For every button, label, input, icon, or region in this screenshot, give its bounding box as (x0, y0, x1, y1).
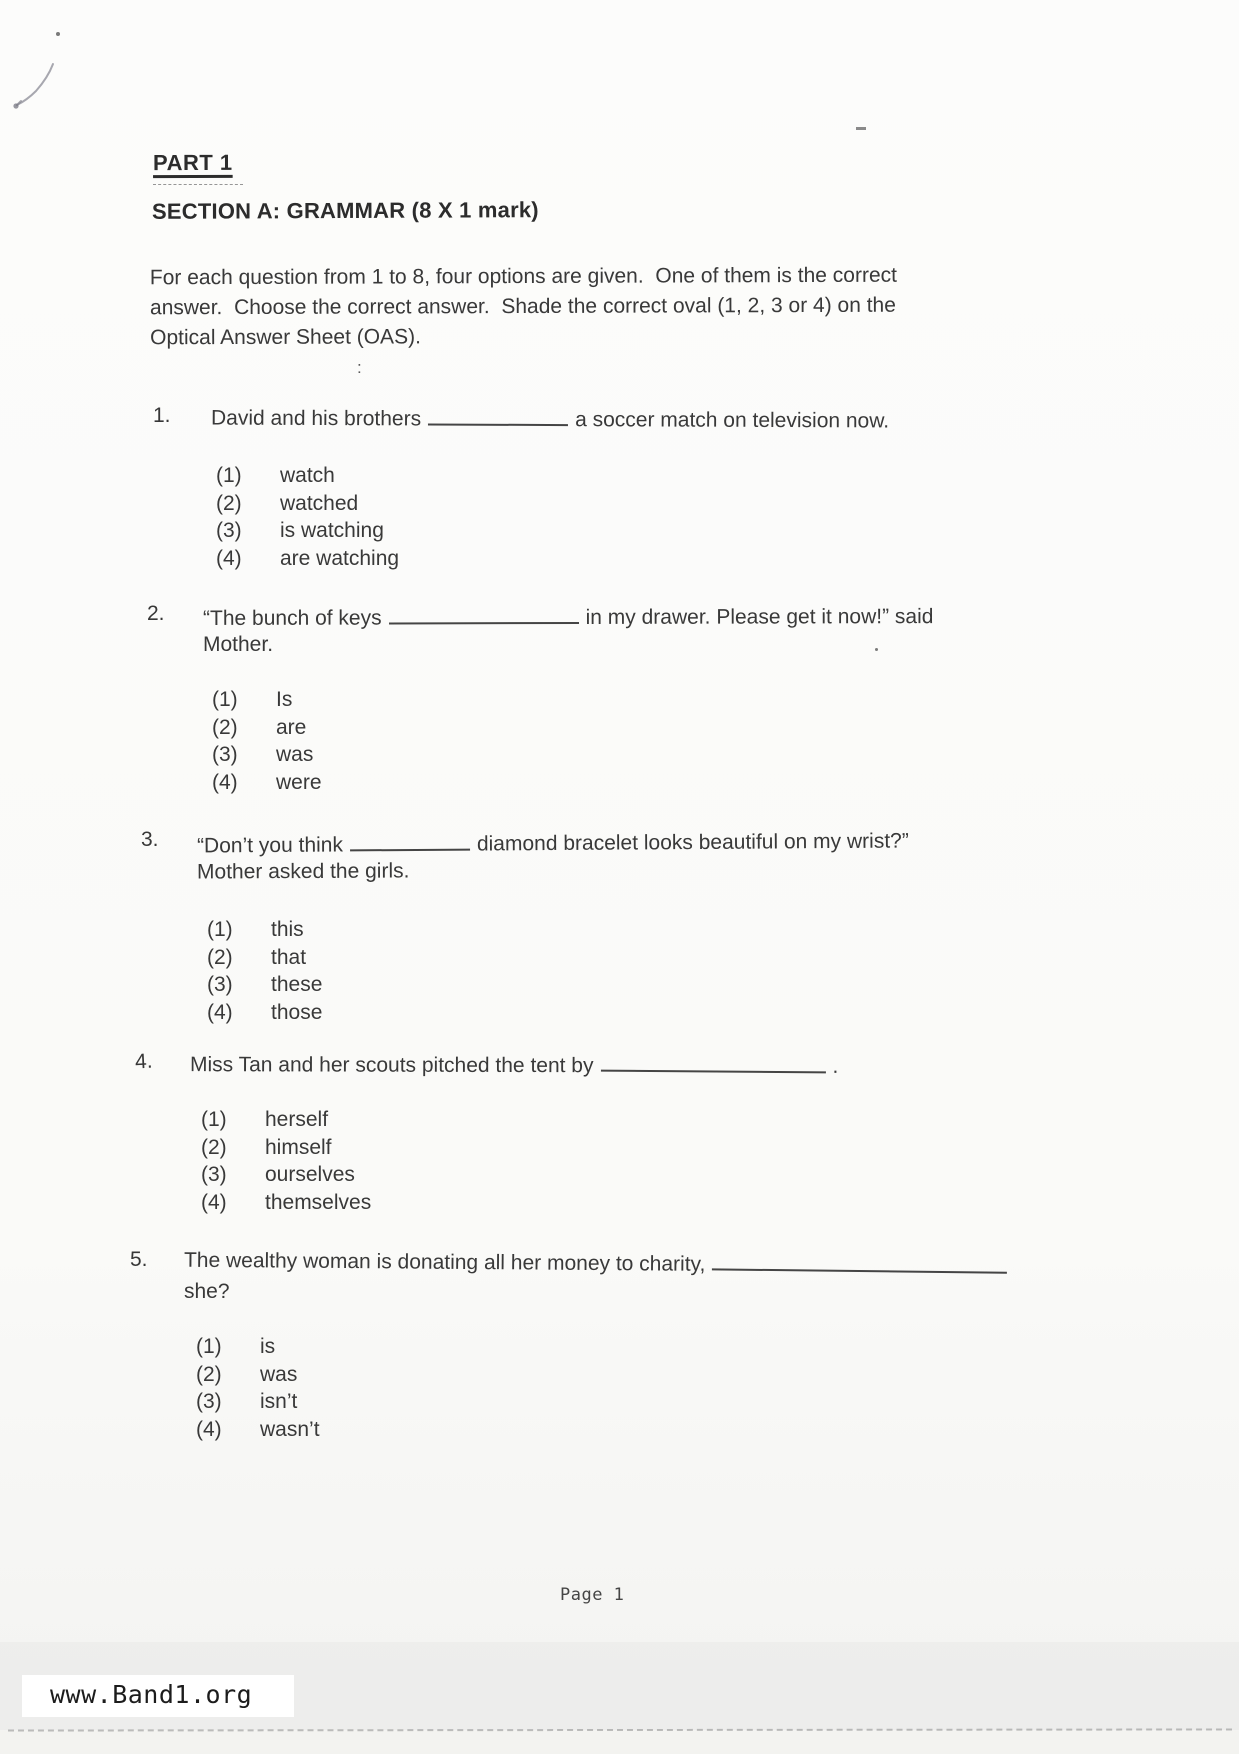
option-text: those (271, 1000, 323, 1024)
option-number: (1) (207, 918, 233, 941)
option-number: (1) (196, 1335, 222, 1358)
question-4-stem (190, 1049, 838, 1079)
option-number: (1) (201, 1108, 227, 1131)
answer-blank (389, 602, 579, 624)
option-row (201, 1191, 371, 1219)
question-4-number: 4. (134, 1049, 154, 1074)
instructions-line: answer. Choose the correct answer. Shade the correct oval (1, 2, 3 or 4) on the (149, 293, 896, 320)
option-number: (2) (212, 715, 238, 739)
question-5-options (196, 1335, 320, 1445)
question-3-number: 3. (141, 828, 159, 851)
question-5-number: 5. (130, 1248, 148, 1271)
option-text: is (260, 1335, 276, 1358)
option-number: (3) (216, 519, 242, 542)
stem-text-before: Miss Tan and her scouts pitched the tent by (189, 1053, 594, 1078)
option-row (207, 1001, 322, 1029)
option-row (212, 771, 322, 799)
option-row (196, 1418, 320, 1446)
option-number: (1) (212, 688, 238, 711)
option-row (207, 946, 322, 974)
option-row (196, 1390, 320, 1418)
option-text: watch (280, 464, 335, 487)
option-row (201, 1136, 371, 1164)
question-2-number: 2. (147, 602, 165, 625)
stem-text-before: “The bunch of keys (202, 606, 382, 630)
option-text: was (276, 743, 314, 766)
answer-blank (350, 829, 470, 852)
part-title-underline (153, 184, 243, 185)
page-number: Page 1 (560, 1585, 625, 1605)
option-row (212, 743, 322, 771)
option-row (201, 1163, 371, 1191)
option-number: (4) (207, 1000, 233, 1024)
question-3-stem (197, 826, 909, 859)
option-text: Is (276, 688, 293, 711)
option-row (216, 547, 399, 575)
section-title: SECTION A: GRAMMAR (8 X 1 mark) (151, 197, 539, 224)
question-5-stem (184, 1245, 1015, 1280)
option-row (201, 1108, 371, 1136)
question-2-stem (203, 601, 933, 631)
option-number: (2) (196, 1362, 222, 1386)
stem-text-before: David and his brothers (210, 406, 422, 431)
instructions-line: Optical Answer Sheet (OAS). (150, 325, 421, 350)
question-5-stem-line2: she? (184, 1280, 230, 1303)
option-row (196, 1335, 320, 1363)
question-3-options (207, 918, 322, 1028)
option-row (207, 973, 322, 1001)
option-text: themselves (265, 1190, 372, 1214)
stem-text-after: a soccer match on television now. (575, 408, 890, 433)
option-text: watched (280, 491, 359, 515)
option-row (212, 716, 322, 744)
instructions-paragraph (150, 261, 897, 354)
option-text: isn’t (260, 1390, 298, 1413)
scan-speck: : (357, 358, 362, 377)
option-row (212, 688, 322, 716)
question-1-options (216, 464, 399, 574)
stem-text-before: The wealthy woman is donating all her money to charity, (183, 1248, 706, 1276)
question-1-stem (211, 403, 889, 434)
answer-blank (712, 1248, 1007, 1273)
option-number: (4) (196, 1417, 222, 1441)
option-text: were (276, 770, 322, 794)
option-text: ourselves (265, 1163, 355, 1186)
question-4-options (201, 1108, 371, 1218)
option-row (216, 492, 399, 520)
option-text: himself (265, 1135, 332, 1159)
question-3-stem-line2: Mother asked the girls. (196, 859, 410, 884)
option-number: (1) (216, 464, 242, 487)
option-row (216, 464, 399, 492)
part-title: PART 1 (152, 149, 233, 176)
instructions-line: For each question from 1 to 8, four options are given. One of them is the correct (149, 263, 897, 290)
option-number: (4) (216, 546, 242, 570)
option-text: herself (265, 1108, 329, 1131)
option-text: are watching (280, 546, 400, 570)
option-number: (3) (212, 743, 238, 766)
question-1-number: 1. (153, 404, 171, 427)
question-2-stem-line2: Mother. (203, 633, 274, 656)
stem-text-before: “Don’t you think (196, 833, 344, 858)
option-number: (2) (201, 1135, 227, 1159)
option-text: is watching (280, 519, 384, 542)
option-row (207, 918, 322, 946)
option-row (196, 1363, 320, 1391)
answer-blank (428, 403, 568, 426)
stem-text-after: in my drawer. Please get it now!” said (585, 605, 934, 629)
option-row (216, 519, 399, 547)
option-text: these (271, 973, 323, 996)
option-text: wasn’t (260, 1417, 320, 1441)
option-number: (2) (207, 945, 233, 969)
stem-text-after: diamond bracelet looks beautiful on my wrist?” (476, 829, 909, 856)
question-2-options (212, 688, 322, 798)
option-number: (3) (201, 1163, 227, 1186)
option-text: are (276, 715, 307, 739)
option-text: that (271, 945, 307, 969)
option-number: (4) (201, 1190, 227, 1214)
answer-blank (600, 1050, 825, 1074)
option-number: (3) (207, 973, 233, 996)
option-number: (2) (216, 491, 242, 515)
option-text: was (260, 1362, 298, 1386)
watermark-text: www.Band1.org (50, 1680, 253, 1709)
option-number: (4) (212, 770, 238, 794)
stem-text-after: . (832, 1054, 839, 1078)
option-number: (3) (196, 1390, 222, 1413)
option-text: this (271, 918, 304, 941)
